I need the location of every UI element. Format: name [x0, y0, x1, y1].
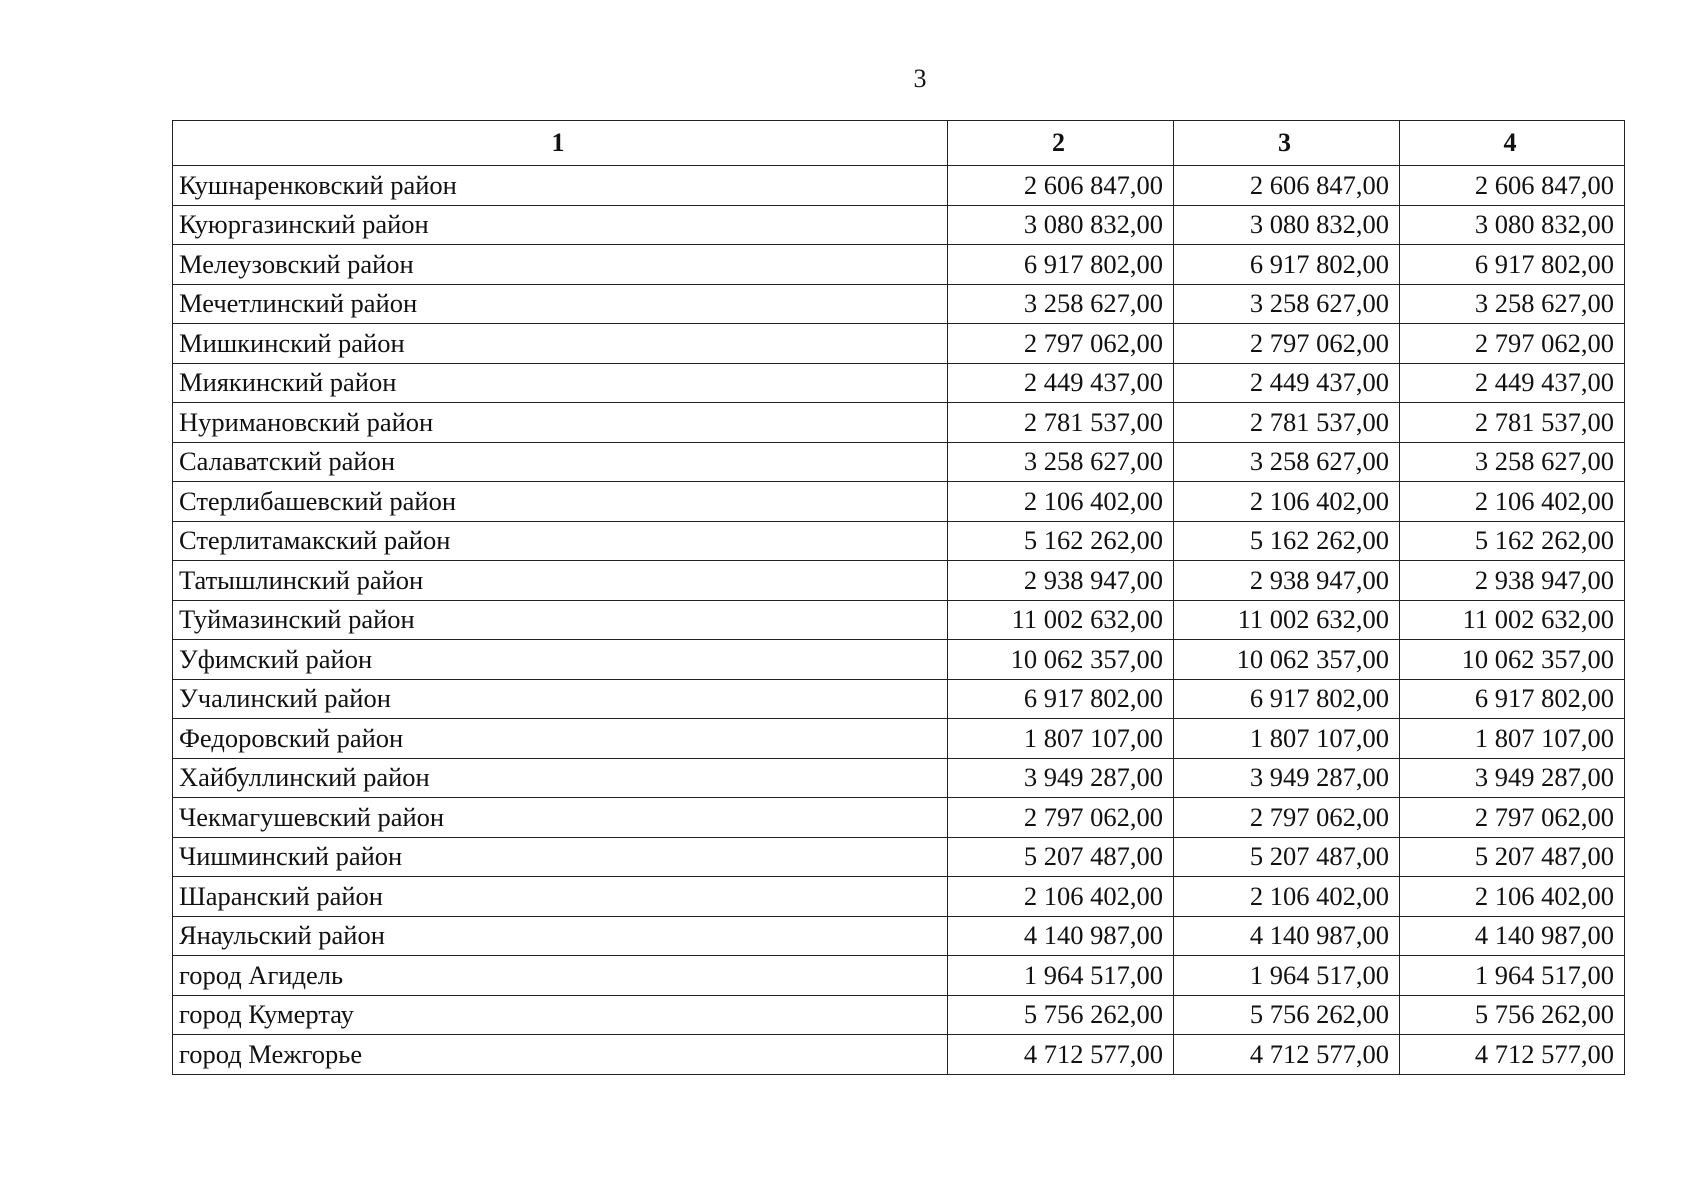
table-header [173, 121, 1625, 166]
table-row [173, 1035, 1625, 1075]
column-header: 3 [1174, 121, 1400, 166]
district-name-cell: Мечетлинский район [173, 284, 948, 324]
amount-cell: 3 258 627,00 [1400, 284, 1625, 324]
amount-cell: 2 797 062,00 [1400, 324, 1625, 364]
amount-cell: 2 797 062,00 [948, 798, 1174, 838]
table-row [173, 719, 1625, 759]
budget-table [172, 120, 1625, 1075]
table-row [173, 877, 1625, 917]
district-name-cell: Нуримановский район [173, 403, 948, 443]
table-row [173, 245, 1625, 285]
table-row [173, 442, 1625, 482]
amount-cell: 1 964 517,00 [1400, 956, 1625, 996]
amount-cell: 11 002 632,00 [1174, 600, 1400, 640]
amount-cell: 2 106 402,00 [1400, 877, 1625, 917]
amount-cell: 4 140 987,00 [948, 916, 1174, 956]
table-row [173, 205, 1625, 245]
district-name-cell: город Агидель [173, 956, 948, 996]
district-name-cell: Куюргазинский район [173, 205, 948, 245]
district-name-cell: Шаранский район [173, 877, 948, 917]
amount-cell: 3 949 287,00 [948, 758, 1174, 798]
amount-cell: 2 106 402,00 [1400, 482, 1625, 522]
amount-cell: 1 807 107,00 [948, 719, 1174, 759]
amount-cell: 1 807 107,00 [1174, 719, 1400, 759]
amount-cell: 2 938 947,00 [948, 561, 1174, 601]
district-name-cell: Туймазинский район [173, 600, 948, 640]
district-name-cell: Стерлибашевский район [173, 482, 948, 522]
amount-cell: 4 140 987,00 [1174, 916, 1400, 956]
amount-cell: 4 712 577,00 [1174, 1035, 1400, 1075]
amount-cell: 1 807 107,00 [1400, 719, 1625, 759]
amount-cell: 5 207 487,00 [948, 837, 1174, 877]
amount-cell: 2 106 402,00 [1174, 482, 1400, 522]
district-name-cell: Янаульский район [173, 916, 948, 956]
district-name-cell: город Межгорье [173, 1035, 948, 1075]
district-name-cell: Татышлинский район [173, 561, 948, 601]
amount-cell: 6 917 802,00 [1174, 679, 1400, 719]
amount-cell: 4 140 987,00 [1400, 916, 1625, 956]
district-name-cell: Салаватский район [173, 442, 948, 482]
amount-cell: 3 258 627,00 [1174, 442, 1400, 482]
amount-cell: 2 106 402,00 [948, 877, 1174, 917]
amount-cell: 10 062 357,00 [1400, 640, 1625, 680]
amount-cell: 2 606 847,00 [1174, 166, 1400, 206]
amount-cell: 6 917 802,00 [1174, 245, 1400, 285]
amount-cell: 5 162 262,00 [948, 521, 1174, 561]
amount-cell: 2 781 537,00 [948, 403, 1174, 443]
column-header: 2 [948, 121, 1174, 166]
amount-cell: 2 606 847,00 [948, 166, 1174, 206]
table-row [173, 482, 1625, 522]
amount-cell: 2 449 437,00 [1174, 363, 1400, 403]
table-row [173, 640, 1625, 680]
district-name-cell: Миякинский район [173, 363, 948, 403]
amount-cell: 6 917 802,00 [1400, 245, 1625, 285]
table-row [173, 995, 1625, 1035]
amount-cell: 6 917 802,00 [948, 679, 1174, 719]
table-row [173, 324, 1625, 364]
district-name-cell: Мишкинский район [173, 324, 948, 364]
table-row [173, 166, 1625, 206]
amount-cell: 5 162 262,00 [1174, 521, 1400, 561]
amount-cell: 11 002 632,00 [1400, 600, 1625, 640]
table-body [173, 166, 1625, 1075]
amount-cell: 2 106 402,00 [948, 482, 1174, 522]
amount-cell: 2 781 537,00 [1400, 403, 1625, 443]
amount-cell: 1 964 517,00 [948, 956, 1174, 996]
amount-cell: 4 712 577,00 [1400, 1035, 1625, 1075]
table-row [173, 679, 1625, 719]
amount-cell: 2 938 947,00 [1400, 561, 1625, 601]
amount-cell: 5 756 262,00 [948, 995, 1174, 1035]
table-row [173, 956, 1625, 996]
amount-cell: 3 949 287,00 [1400, 758, 1625, 798]
amount-cell: 10 062 357,00 [948, 640, 1174, 680]
amount-cell: 5 162 262,00 [1400, 521, 1625, 561]
amount-cell: 2 449 437,00 [948, 363, 1174, 403]
district-name-cell: Федоровский район [173, 719, 948, 759]
district-name-cell: Мелеузовский район [173, 245, 948, 285]
amount-cell: 3 080 832,00 [1174, 205, 1400, 245]
amount-cell: 6 917 802,00 [1400, 679, 1625, 719]
amount-cell: 5 207 487,00 [1174, 837, 1400, 877]
amount-cell: 3 949 287,00 [1174, 758, 1400, 798]
district-name-cell: город Кумертау [173, 995, 948, 1035]
amount-cell: 10 062 357,00 [1174, 640, 1400, 680]
amount-cell: 2 606 847,00 [1400, 166, 1625, 206]
district-name-cell: Уфимский район [173, 640, 948, 680]
district-name-cell: Стерлитамакский район [173, 521, 948, 561]
table-row [173, 403, 1625, 443]
district-name-cell: Кушнаренковский район [173, 166, 948, 206]
amount-cell: 3 258 627,00 [1400, 442, 1625, 482]
district-name-cell: Чекмагушевский район [173, 798, 948, 838]
table-row [173, 521, 1625, 561]
amount-cell: 2 781 537,00 [1174, 403, 1400, 443]
amount-cell: 2 797 062,00 [948, 324, 1174, 364]
table-row [173, 363, 1625, 403]
page-number: 3 [913, 64, 927, 93]
amount-cell: 2 797 062,00 [1174, 798, 1400, 838]
table-header-row [173, 121, 1625, 166]
amount-cell: 2 449 437,00 [1400, 363, 1625, 403]
amount-cell: 2 797 062,00 [1174, 324, 1400, 364]
amount-cell: 3 080 832,00 [948, 205, 1174, 245]
amount-cell: 6 917 802,00 [948, 245, 1174, 285]
amount-cell: 1 964 517,00 [1174, 956, 1400, 996]
column-header: 4 [1400, 121, 1625, 166]
table-row [173, 837, 1625, 877]
amount-cell: 2 797 062,00 [1400, 798, 1625, 838]
table-row [173, 916, 1625, 956]
amount-cell: 2 106 402,00 [1174, 877, 1400, 917]
amount-cell: 3 080 832,00 [1400, 205, 1625, 245]
district-name-cell: Чишминский район [173, 837, 948, 877]
amount-cell: 5 756 262,00 [1174, 995, 1400, 1035]
amount-cell: 3 258 627,00 [948, 284, 1174, 324]
amount-cell: 11 002 632,00 [948, 600, 1174, 640]
table-row [173, 284, 1625, 324]
district-name-cell: Хайбуллинский район [173, 758, 948, 798]
table-row [173, 798, 1625, 838]
amount-cell: 5 207 487,00 [1400, 837, 1625, 877]
district-name-cell: Учалинский район [173, 679, 948, 719]
amount-cell: 2 938 947,00 [1174, 561, 1400, 601]
amount-cell: 3 258 627,00 [1174, 284, 1400, 324]
table-row [173, 561, 1625, 601]
column-header: 1 [173, 121, 948, 166]
amount-cell: 3 258 627,00 [948, 442, 1174, 482]
table-row [173, 758, 1625, 798]
table-row [173, 600, 1625, 640]
amount-cell: 4 712 577,00 [948, 1035, 1174, 1075]
amount-cell: 5 756 262,00 [1400, 995, 1625, 1035]
